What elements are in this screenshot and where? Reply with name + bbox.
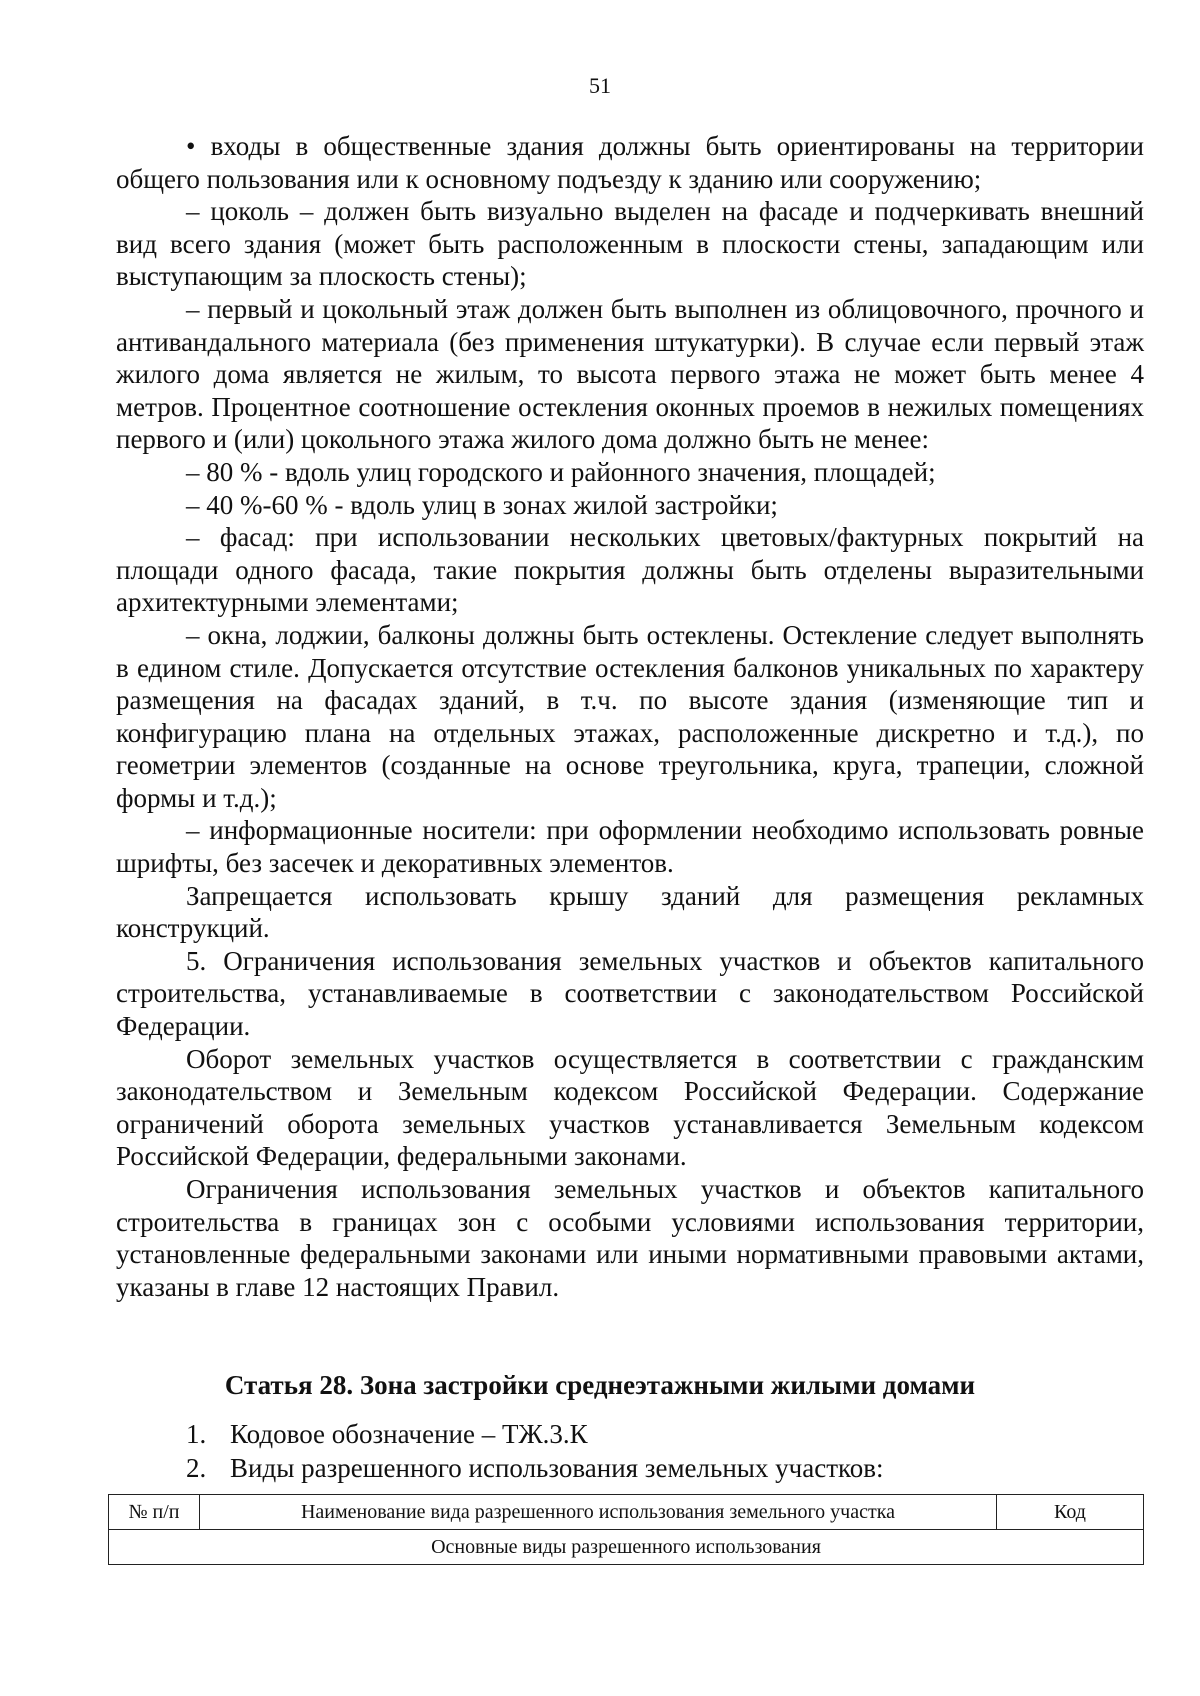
header-name: Наименование вида разрешенного использования земельного участка (200, 1495, 997, 1530)
paragraph-facade: – фасад: при использовании нескольких цветовых/фактурных покрытий на площади одного фасада, такие покрытия должны быть отделены выразительными архитектурными элементами; (116, 522, 1144, 618)
paragraph-roof-ads: Запрещается использовать крышу зданий для размещения рекламных конструкций. (116, 880, 1144, 944)
paragraph-first-floor: – первый и цокольный этаж должен быть выполнен из облицовочного, прочного и антивандального материала (без применения штукатурки). В случае если первый этаж жилого дома является не жилым, то высота первого этажа не может быть менее 4 метров. Процентное соотношение остекления оконных проемов в нежилых помещениях первого и (или) цокольного этажа жилого дома должно быть не менее: (116, 293, 1144, 455)
page-number: 51 (589, 73, 611, 98)
article-heading: Статья 28. Зона застройки среднеэтажными жилыми домами (224, 1370, 976, 1400)
paragraph-entrances: • входы в общественные здания должны быть ориентированы на территории общего пользования или к основному подъезду к зданию или сооружению; (116, 131, 1144, 194)
paragraph-plinth: – цоколь – должен быть визуально выделен на фасаде и подчеркивать внешний вид всего здания (может быть расположенным в плоскости стены, западающим или выступающим за плоскость стены); (116, 196, 1144, 292)
paragraph-land-turnover: Оборот земельных участков осуществляется в соответствии с гражданским законодательством и Земельным кодексом Российской Федерации. Содержание ограничений оборота земельных участков устанавливается Земельным кодексом Российской Федерации, федеральными законами. (116, 1043, 1144, 1172)
paragraph-glazing-40-60: – 40 %-60 % - вдоль улиц в зонах жилой застройки; (186, 489, 778, 520)
paragraph-glazing-80: – 80 % - вдоль улиц городского и районного значения, площадей; (186, 456, 936, 487)
table-section-row (109, 1530, 1144, 1565)
numbered-item-uses (186, 1452, 884, 1484)
section-row-label: Основные виды разрешенного использования (109, 1530, 1144, 1565)
item-text: Кодовое обозначение – ТЖ.3.К (230, 1419, 588, 1449)
header-code: Код (997, 1495, 1144, 1530)
item-number: 1. (186, 1419, 207, 1449)
paragraph-restrictions: Ограничения использования земельных участков и объектов капитального строительства в границах зон с особыми условиями использования территории, установленные федеральными законами или иными нормативными правовыми актами, указаны в главе 12 настоящих Правил. (116, 1174, 1144, 1302)
paragraph-windows: – окна, лоджии, балконы должны быть остеклены. Остекление следует выполнять в едином стиле. Допускается отсутствие остекления балконов уникальных по характеру размещения на фасадах зданий, в т.ч. по высоте здания (изменяющие тип и конфигурацию плана на отдельных этажах, расположенные дискретно и т.д.), по геометрии элементов (созданные на основе треугольника, круга, трапеции, сложной формы и т.д.); (116, 619, 1144, 813)
numbered-item-code (186, 1418, 588, 1450)
item-text: Виды разрешенного использования земельных участков: (230, 1453, 884, 1483)
permitted-uses-table (108, 1494, 1144, 1565)
item-number: 2. (186, 1453, 207, 1483)
body-text (116, 130, 1144, 1303)
table-header-row (109, 1495, 1144, 1530)
paragraph-section-5: 5. Ограничения использования земельных участков и объектов капитального строительства, устанавливаемые в соответствии с законодательством Российской Федерации. (116, 945, 1144, 1042)
paragraph-info-carriers: – информационные носители: при оформлении необходимо использовать ровные шрифты, без засечек и декоративных элементов. (116, 815, 1144, 879)
header-number: № п/п (109, 1495, 200, 1530)
